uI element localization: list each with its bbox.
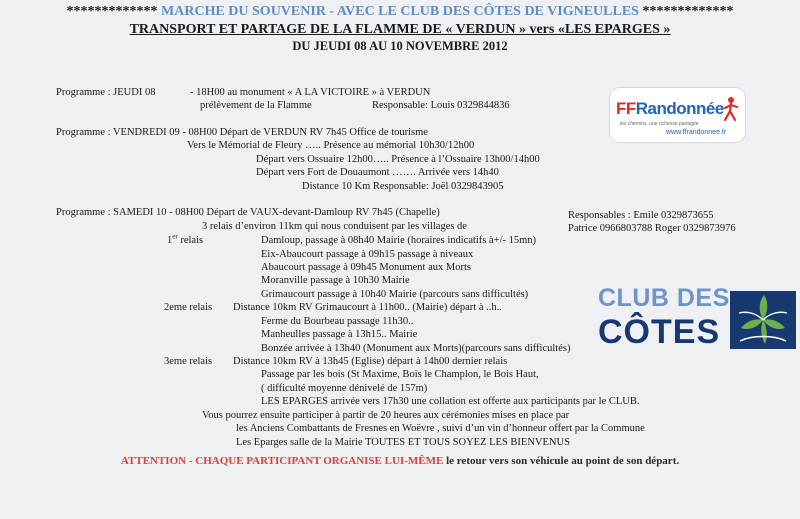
ffrandonnee-tagline: les chemins, une richesse partagée: [620, 121, 699, 127]
relais-1-label: [167, 234, 203, 247]
relais-2-line-a: Distance 10km RV Grimaucourt à 11h00.. (Mairie) départ à ..h..: [233, 302, 502, 313]
vendredi-line-5: Distance 10 Km Responsable: Joël 0329843905: [302, 181, 504, 192]
attention-red-text: ATTENTION - CHAQUE PARTICIPANT ORGANISE LUI-MÊME: [120, 455, 444, 467]
responsables-line-2: Patrice 0966803788 Roger 0329873976: [568, 223, 736, 234]
date-range: DU JEUDI 08 AU 10 NOVEMBRE 2012: [292, 39, 508, 53]
ffrandonnee-logo: [609, 87, 746, 143]
ffrandonnee-url: www.ffrandonnee.fr: [666, 129, 727, 136]
relais-1-line-b: Eix-Abaucourt passage à 09h15 passage à niveaux: [261, 249, 474, 260]
relais-3-label: 3eme relais: [164, 356, 213, 367]
samedi-line-2: 3 relais d’environ 11km qui nous conduisent par les villages de: [202, 221, 467, 232]
relais-3-line-b: Passage par les bois (St Maxime, Bois le Champlon, le Bois Haut,: [261, 369, 539, 380]
ffrandonnee-wordmark: [616, 100, 724, 118]
vendredi-line-3: Départ vers Ossuaire 12h00….. Présence à l’Ossuaire 13h00/14h00: [256, 154, 540, 165]
relais-2-line-c: Manheulles passage à 13h15.. Mairie: [261, 329, 418, 340]
attention-period: .: [676, 455, 680, 467]
relais-1-superscript: er: [172, 232, 178, 241]
jeudi-responsable: Responsable: Louis 0329844836: [372, 100, 510, 111]
jeudi-line-1: - 18H00 au monument « A LA VICTOIRE » à VERDUN: [190, 87, 431, 98]
relais-3-line-e: Vous pourrez ensuite participer à partir de 20 heures aux cérémonies mises en place par: [202, 410, 570, 421]
attention-dark-text: le retour vers son véhicule au point de son départ: [443, 455, 677, 467]
vendredi-line-1: Programme : VENDREDI 09 - 08H00 Départ de VERDUN RV 7h45 Office de tourisme: [56, 127, 428, 138]
relais-3-line-f: les Anciens Combattants de Fresnes en Woëvre , suivi d’un vin d’honneur offert par la Commune: [236, 423, 645, 434]
responsables-line-1: Responsables : Emile 0329873655: [568, 210, 714, 221]
title-asterisks-right: *************: [642, 4, 734, 19]
relais-1-line-a: Damloup, passage à 08h40 Mairie (horaires indicatifs à+/- 15mn): [261, 235, 537, 246]
jeudi-line-2: prélèvement de la Flamme: [200, 100, 312, 111]
relais-3-line-d: LES EPARGES arrivée vers 17h30 une collation est offerte aux participants par le CLUB.: [261, 396, 640, 407]
club-logo-line-1: CLUB DES: [598, 284, 730, 312]
vendredi-line-4: Départ vers Fort de Douaumont ……. Arrivée vers 14h40: [256, 167, 499, 178]
samedi-line-1: Programme : SAMEDI 10 - 08H00 Départ de VAUX-devant-Damloup RV 7h45 (Chapelle): [56, 207, 440, 218]
title-asterisks-left: *************: [66, 4, 158, 19]
relais-1-number: 1: [167, 235, 173, 246]
relais-1-line-c: Abaucourt passage à 09h45 Monument aux Morts: [261, 262, 471, 273]
club-emblem-icon: [730, 291, 796, 349]
relais-2-line-b: Ferme du Bourbeau passage 11h30..: [261, 316, 414, 327]
attention-notice: [0, 455, 800, 468]
relais-3-line-c: ( difficulté moyenne dénivelé de 157m): [261, 383, 428, 394]
relais-3-line-a: Distance 10km RV à 13h45 (Eglise) départ à 14h00 dernier relais: [233, 356, 508, 367]
relais-3-line-g: Les Eparges salle de la Mairie TOUTES ET TOUS SOYEZ LES BIENVENUS: [236, 437, 570, 448]
relais-1-word: relais: [180, 235, 204, 246]
relais-2-label: 2eme relais: [164, 302, 213, 313]
ffrandonnee-ff: FF: [616, 99, 636, 118]
vendredi-line-2: Vers le Mémorial de Fleury ….. Présence au mémorial 10h30/12h00: [187, 140, 475, 151]
relais-1-line-d: Moranville passage à 10h30 Mairie: [261, 275, 410, 286]
club-logo-line-2: CÔTES: [598, 313, 721, 351]
subtitle: TRANSPORT ET PARTAGE DE LA FLAMME DE « VERDUN » vers «LES EPARGES »: [129, 22, 671, 37]
title-text: MARCHE DU SOUVENIR - AVEC LE CLUB DES CÔTES DE VIGNEULLES: [161, 4, 639, 19]
hiker-icon: [722, 96, 740, 122]
main-title: [0, 3, 800, 20]
relais-2-line-d: Bonzée arrivée à 13h40 (Monument aux Morts)(parcours sans difficultés): [261, 343, 571, 354]
ffrandonnee-randonnee: Randonnée: [635, 99, 724, 118]
jeudi-label: Programme : JEUDI 08: [56, 87, 156, 98]
relais-1-line-e: Grimaucourt passage à 10h40 Mairie (parcours sans difficultés): [261, 289, 529, 300]
